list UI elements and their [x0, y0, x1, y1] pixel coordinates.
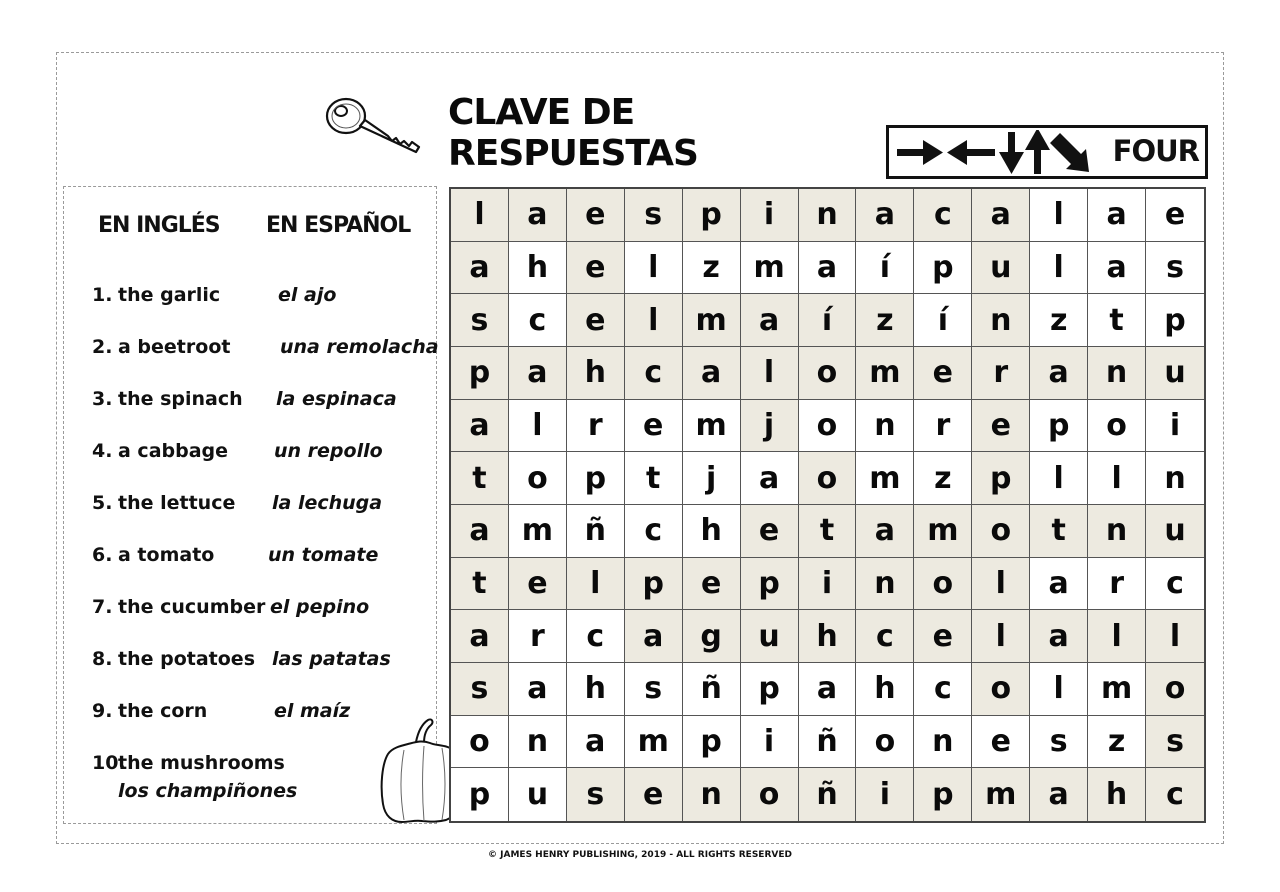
grid-cell: m — [683, 400, 741, 453]
grid-cell-highlighted: t — [799, 505, 857, 558]
vocab-item — [92, 594, 370, 620]
vocab-item — [92, 698, 351, 724]
grid-cell-highlighted: u — [1146, 347, 1204, 400]
grid-cell-highlighted: í — [799, 294, 857, 347]
grid-cell-highlighted: i — [741, 189, 799, 242]
grid-cell-highlighted: u — [972, 242, 1030, 295]
grid-cell-highlighted: s — [1146, 716, 1204, 769]
arrow-right-icon — [897, 140, 943, 165]
column-heading-spanish: EN ESPAÑOL — [266, 213, 411, 238]
grid-cell-highlighted: o — [799, 347, 857, 400]
grid-cell-highlighted: s — [567, 768, 625, 821]
grid-cell-highlighted: p — [741, 558, 799, 611]
grid-cell-highlighted: s — [451, 663, 509, 716]
grid-cell-highlighted: p — [625, 558, 683, 611]
vocab-english: the potatoes — [118, 648, 255, 670]
vocab-item — [92, 438, 383, 464]
grid-cell: i — [1146, 400, 1204, 453]
grid-cell-highlighted: u — [741, 610, 799, 663]
grid-cell-highlighted: l — [972, 558, 1030, 611]
grid-cell: m — [1088, 663, 1146, 716]
arrow-left-icon — [947, 140, 995, 165]
grid-cell: a — [799, 663, 857, 716]
vocab-item — [92, 334, 439, 360]
grid-cell: p — [567, 452, 625, 505]
grid-cell-highlighted: a — [741, 294, 799, 347]
grid-cell: n — [914, 716, 972, 769]
grid-cell-highlighted: n — [1088, 347, 1146, 400]
grid-cell-highlighted: m — [683, 294, 741, 347]
grid-cell-highlighted: l — [972, 610, 1030, 663]
vocab-item — [92, 490, 383, 516]
grid-cell: í — [856, 242, 914, 295]
grid-cell-highlighted: a — [1030, 347, 1088, 400]
grid-cell-highlighted: n — [1088, 505, 1146, 558]
vocab-spanish: las patatas — [272, 648, 391, 670]
directions-box — [886, 125, 1208, 179]
grid-cell-highlighted: a — [683, 347, 741, 400]
grid-cell-highlighted: g — [683, 610, 741, 663]
grid-cell: p — [914, 242, 972, 295]
grid-cell-highlighted: z — [856, 294, 914, 347]
grid-cell: p — [451, 768, 509, 821]
grid-cell-highlighted: h — [1088, 768, 1146, 821]
vocab-spanish: la espinaca — [276, 388, 397, 410]
grid-cell: ñ — [683, 663, 741, 716]
grid-cell-highlighted: o — [972, 505, 1030, 558]
grid-cell-highlighted: t — [451, 558, 509, 611]
vocab-number: 1. — [92, 284, 113, 306]
grid-cell-highlighted: u — [1146, 505, 1204, 558]
vocab-item — [92, 750, 298, 802]
grid-cell-highlighted: c — [914, 189, 972, 242]
grid-cell: n — [856, 400, 914, 453]
arrow-up-icon — [1025, 130, 1050, 174]
vocab-spanish: los champiñones — [118, 780, 298, 802]
grid-cell-highlighted: ñ — [799, 768, 857, 821]
grid-cell-highlighted: a — [1030, 768, 1088, 821]
grid-cell: c — [914, 663, 972, 716]
grid-cell-highlighted: a — [856, 189, 914, 242]
grid-cell: n — [1146, 452, 1204, 505]
grid-cell: a — [799, 242, 857, 295]
grid-cell: z — [683, 242, 741, 295]
grid-cell: p — [1030, 400, 1088, 453]
direction-count-label: FOUR — [1112, 134, 1199, 168]
grid-cell: l — [625, 242, 683, 295]
vocab-number: 2. — [92, 336, 113, 358]
grid-cell-highlighted: e — [741, 505, 799, 558]
grid-cell: l — [1088, 452, 1146, 505]
key-icon — [324, 92, 424, 158]
grid-cell-highlighted: a — [451, 400, 509, 453]
grid-cell: z — [1088, 716, 1146, 769]
vocab-english: the cucumber — [118, 596, 266, 618]
grid-cell-highlighted: a — [509, 189, 567, 242]
vocab-number: 3. — [92, 388, 113, 410]
grid-cell-highlighted: p — [914, 768, 972, 821]
grid-cell: m — [856, 452, 914, 505]
vocab-spanish: el pepino — [270, 596, 370, 618]
arrow-down-right-icon — [1050, 133, 1089, 172]
grid-cell: o — [856, 716, 914, 769]
grid-cell-highlighted: i — [856, 768, 914, 821]
grid-cell-highlighted: a — [972, 189, 1030, 242]
grid-cell-highlighted: l — [625, 294, 683, 347]
vocab-item — [92, 542, 379, 568]
vocab-item — [92, 386, 397, 412]
grid-cell: l — [1030, 189, 1088, 242]
vocab-english: the lettuce — [118, 492, 236, 514]
grid-cell-highlighted: n — [856, 558, 914, 611]
grid-cell-highlighted: e — [972, 400, 1030, 453]
vocab-english: the garlic — [118, 284, 221, 306]
grid-cell-highlighted: a — [1030, 610, 1088, 663]
grid-cell-highlighted: p — [972, 452, 1030, 505]
column-heading-english: EN INGLÉS — [98, 213, 220, 238]
grid-cell: p — [1146, 294, 1204, 347]
grid-cell-highlighted: l — [1146, 610, 1204, 663]
grid-cell: c — [567, 610, 625, 663]
grid-cell-highlighted: a — [625, 610, 683, 663]
grid-cell: ñ — [567, 505, 625, 558]
page-title: CLAVE DE RESPUESTAS — [448, 92, 698, 174]
grid-cell: h — [683, 505, 741, 558]
vocab-number: 7. — [92, 596, 113, 618]
vocab-spanish: la lechuga — [272, 492, 383, 514]
grid-cell-highlighted: p — [683, 189, 741, 242]
vocab-english: the spinach — [118, 388, 243, 410]
grid-cell: a — [1088, 189, 1146, 242]
grid-cell: h — [567, 663, 625, 716]
grid-cell: h — [856, 663, 914, 716]
grid-cell: s — [1030, 716, 1088, 769]
grid-cell-highlighted: e — [567, 294, 625, 347]
grid-cell-highlighted: c — [625, 347, 683, 400]
grid-cell: l — [509, 400, 567, 453]
grid-cell-highlighted: t — [1030, 505, 1088, 558]
vocab-number: 6. — [92, 544, 113, 566]
grid-cell-highlighted: a — [856, 505, 914, 558]
grid-cell-highlighted: s — [625, 189, 683, 242]
vocab-item — [92, 282, 337, 308]
grid-cell: a — [741, 452, 799, 505]
grid-cell: r — [567, 400, 625, 453]
grid-cell-highlighted: o — [914, 558, 972, 611]
grid-cell: a — [1088, 242, 1146, 295]
grid-cell-highlighted: p — [451, 347, 509, 400]
direction-arrows — [895, 130, 1105, 174]
grid-cell-highlighted: c — [1146, 768, 1204, 821]
grid-cell: c — [1146, 558, 1204, 611]
grid-cell: l — [1030, 452, 1088, 505]
vocab-number: 4. — [92, 440, 113, 462]
grid-cell-highlighted: n — [683, 768, 741, 821]
grid-cell: ñ — [799, 716, 857, 769]
grid-cell-highlighted: t — [451, 452, 509, 505]
grid-cell-highlighted: m — [856, 347, 914, 400]
grid-cell: o — [1088, 400, 1146, 453]
vocab-spanish: un repollo — [274, 440, 383, 462]
grid-cell: a — [1030, 558, 1088, 611]
grid-cell-highlighted: l — [1088, 610, 1146, 663]
vocab-number: 10. — [92, 752, 126, 774]
vocab-english: a tomato — [118, 544, 215, 566]
grid-cell: m — [741, 242, 799, 295]
grid-cell: j — [683, 452, 741, 505]
grid-cell-highlighted: s — [451, 294, 509, 347]
grid-cell-highlighted: o — [799, 452, 857, 505]
grid-cell: r — [1088, 558, 1146, 611]
grid-cell-highlighted: o — [972, 663, 1030, 716]
grid-cell: s — [1146, 242, 1204, 295]
grid-cell: c — [625, 505, 683, 558]
vocab-spanish: el maíz — [274, 700, 351, 722]
arrow-down-icon — [999, 132, 1024, 174]
grid-cell: p — [741, 663, 799, 716]
grid-cell-highlighted: e — [509, 558, 567, 611]
grid-cell: í — [914, 294, 972, 347]
grid-cell: l — [1030, 242, 1088, 295]
grid-cell-highlighted: a — [451, 242, 509, 295]
vocab-number: 9. — [92, 700, 113, 722]
grid-cell-highlighted: l — [451, 189, 509, 242]
grid-cell: u — [509, 768, 567, 821]
grid-cell-highlighted: e — [683, 558, 741, 611]
vocab-english: a beetroot — [118, 336, 231, 358]
header — [320, 84, 860, 174]
grid-cell-highlighted: l — [567, 558, 625, 611]
grid-cell: h — [509, 242, 567, 295]
grid-cell: c — [509, 294, 567, 347]
grid-cell: i — [741, 716, 799, 769]
grid-cell-highlighted: e — [625, 768, 683, 821]
grid-cell: t — [1088, 294, 1146, 347]
grid-cell-highlighted: e — [567, 242, 625, 295]
grid-cell-highlighted: r — [972, 347, 1030, 400]
grid-cell: r — [509, 610, 567, 663]
grid-cell: l — [1030, 663, 1088, 716]
grid-cell-highlighted: h — [799, 610, 857, 663]
grid-cell: e — [1146, 189, 1204, 242]
grid-cell-highlighted: m — [972, 768, 1030, 821]
vocab-english: a cabbage — [118, 440, 229, 462]
grid-cell: z — [914, 452, 972, 505]
grid-cell-highlighted: a — [451, 610, 509, 663]
grid-cell-highlighted: a — [509, 347, 567, 400]
grid-cell: z — [1030, 294, 1088, 347]
grid-cell: o — [509, 452, 567, 505]
vocab-english: the corn — [118, 700, 208, 722]
grid-cell: e — [972, 716, 1030, 769]
vocab-english: the mushrooms — [118, 752, 285, 774]
grid-cell: m — [625, 716, 683, 769]
grid-cell-highlighted: e — [914, 610, 972, 663]
grid-cell-highlighted: c — [856, 610, 914, 663]
grid-cell: o — [799, 400, 857, 453]
vocab-spanish: el ajo — [278, 284, 337, 306]
grid-cell-highlighted: n — [799, 189, 857, 242]
grid-cell: p — [683, 716, 741, 769]
vocab-item — [92, 646, 391, 672]
grid-cell: e — [625, 400, 683, 453]
grid-cell-highlighted: l — [741, 347, 799, 400]
vocab-number: 5. — [92, 492, 113, 514]
vocab-spanish: una remolacha — [280, 336, 439, 358]
copyright-footer: © JAMES HENRY PUBLISHING, 2019 - ALL RIGHTS RESERVED — [488, 850, 792, 860]
grid-cell-highlighted: n — [972, 294, 1030, 347]
word-search-grid — [449, 187, 1206, 823]
grid-cell: n — [509, 716, 567, 769]
grid-cell-highlighted: e — [567, 189, 625, 242]
grid-cell-highlighted: h — [567, 347, 625, 400]
grid-cell-highlighted: j — [741, 400, 799, 453]
grid-cell-highlighted: o — [741, 768, 799, 821]
grid-cell: t — [625, 452, 683, 505]
grid-cell: a — [509, 663, 567, 716]
grid-cell: r — [914, 400, 972, 453]
grid-cell-highlighted: i — [799, 558, 857, 611]
grid-cell: a — [567, 716, 625, 769]
grid-cell: s — [625, 663, 683, 716]
vocab-number: 8. — [92, 648, 113, 670]
vocab-spanish: un tomate — [268, 544, 379, 566]
grid-cell-highlighted: a — [451, 505, 509, 558]
grid-cell: m — [509, 505, 567, 558]
grid-cell-highlighted: e — [914, 347, 972, 400]
grid-cell-highlighted: o — [1146, 663, 1204, 716]
grid-cell: o — [451, 716, 509, 769]
grid-cell-highlighted: m — [914, 505, 972, 558]
